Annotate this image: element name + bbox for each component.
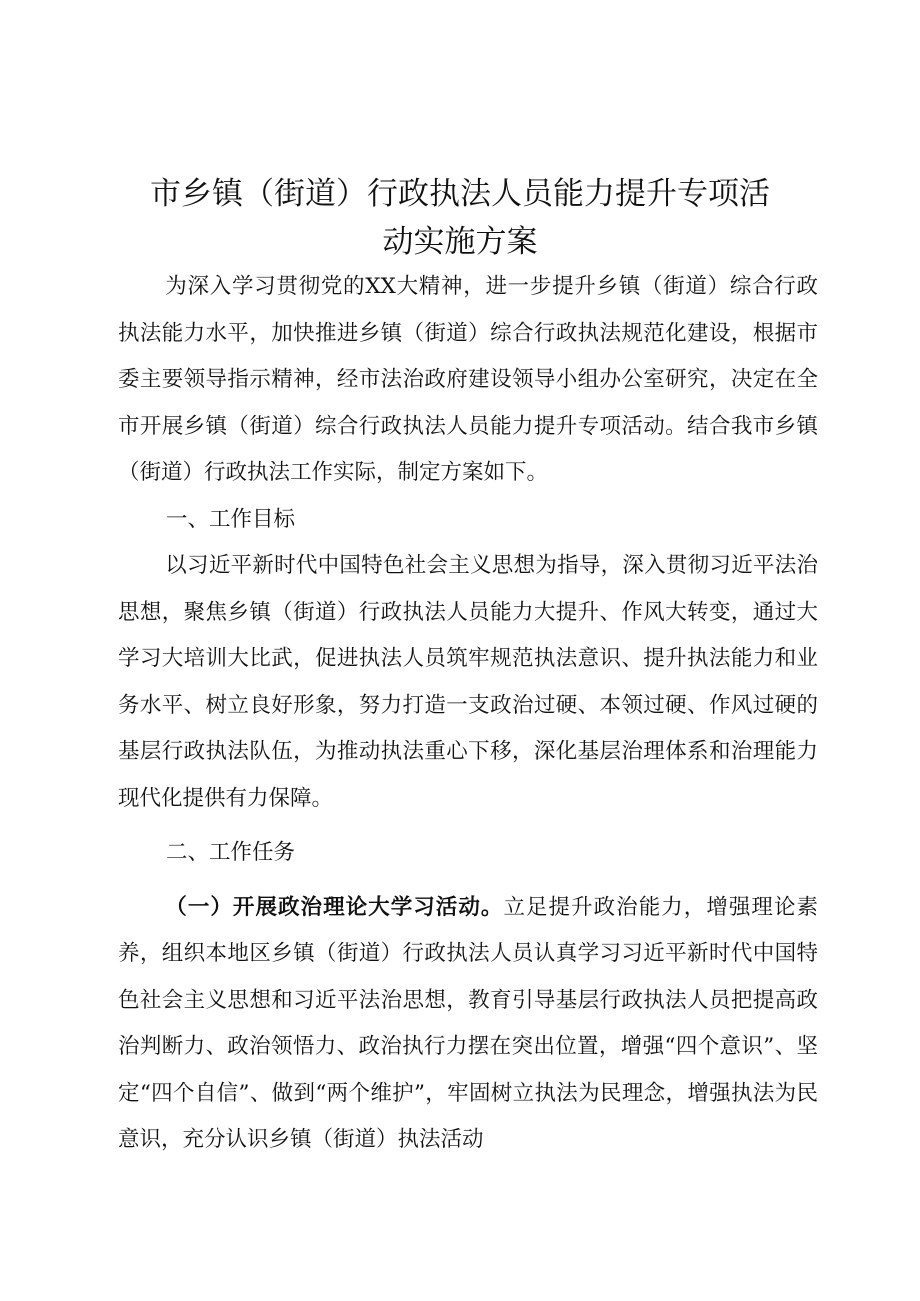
task-item-1-paragraph: [118, 885, 818, 1164]
document-body: [118, 264, 818, 1164]
task-item-1-lead: （一）开展政治理论大学习活动。: [165, 894, 504, 920]
document-title-line-2: 动实施方案: [382, 224, 538, 260]
goals-paragraph: 以习近平新时代中国特色社会主义思想为指导，深入贯彻习近平法治思想，聚焦乡镇（街道）行政执法人员能力大提升、作风大转变，通过大学习大培训大比武，促进执法人员筑牢规范执法意识、提升执法能力和业务水平、树立良好形象，努力打造一支政治过硬、本领过硬、作风过硬的基层行政执法队伍，为推动执法重心下移，深化基层治理体系和治理能力现代化提供有力保障。: [118, 553, 818, 811]
task-item-1-text: 立足提升政治能力，增强理论素养，组织本地区乡镇（街道）行政执法人员认真学习习近平新时代中国特色社会主义思想和习近平法治思想，教育引导基层行政执法人员把提高政治判断力、政治领悟力、政治执行力摆在突出位置，增强“四个意识”、坚定“四个自信”、做到“两个维护”，牢固树立执法为民理念，增强执法为民意识，充分认识乡镇（街道）执法活动: [118, 894, 818, 1152]
section-heading-tasks: 二、工作任务: [166, 840, 296, 865]
section-gap: [118, 877, 818, 885]
section-heading-goals: 一、工作目标: [166, 506, 296, 532]
intro-paragraph: 为深入学习贯彻党的XX大精神，进一步提升乡镇（街道）综合行政执法能力水平，加快推进乡镇（街道）综合行政执法规范化建设，根据市委主要领导指示精神，经市法治政府建设领导小组办公室研究，决定在全市开展乡镇（街道）综合行政执法人员能力提升专项活动。结合我市乡镇（街道）行政执法工作实际，制定方案如下。: [118, 274, 818, 485]
section-gap: [118, 822, 818, 830]
document-title-line-1: 市乡镇（街道）行政执法人员能力提升专项活: [150, 176, 770, 212]
